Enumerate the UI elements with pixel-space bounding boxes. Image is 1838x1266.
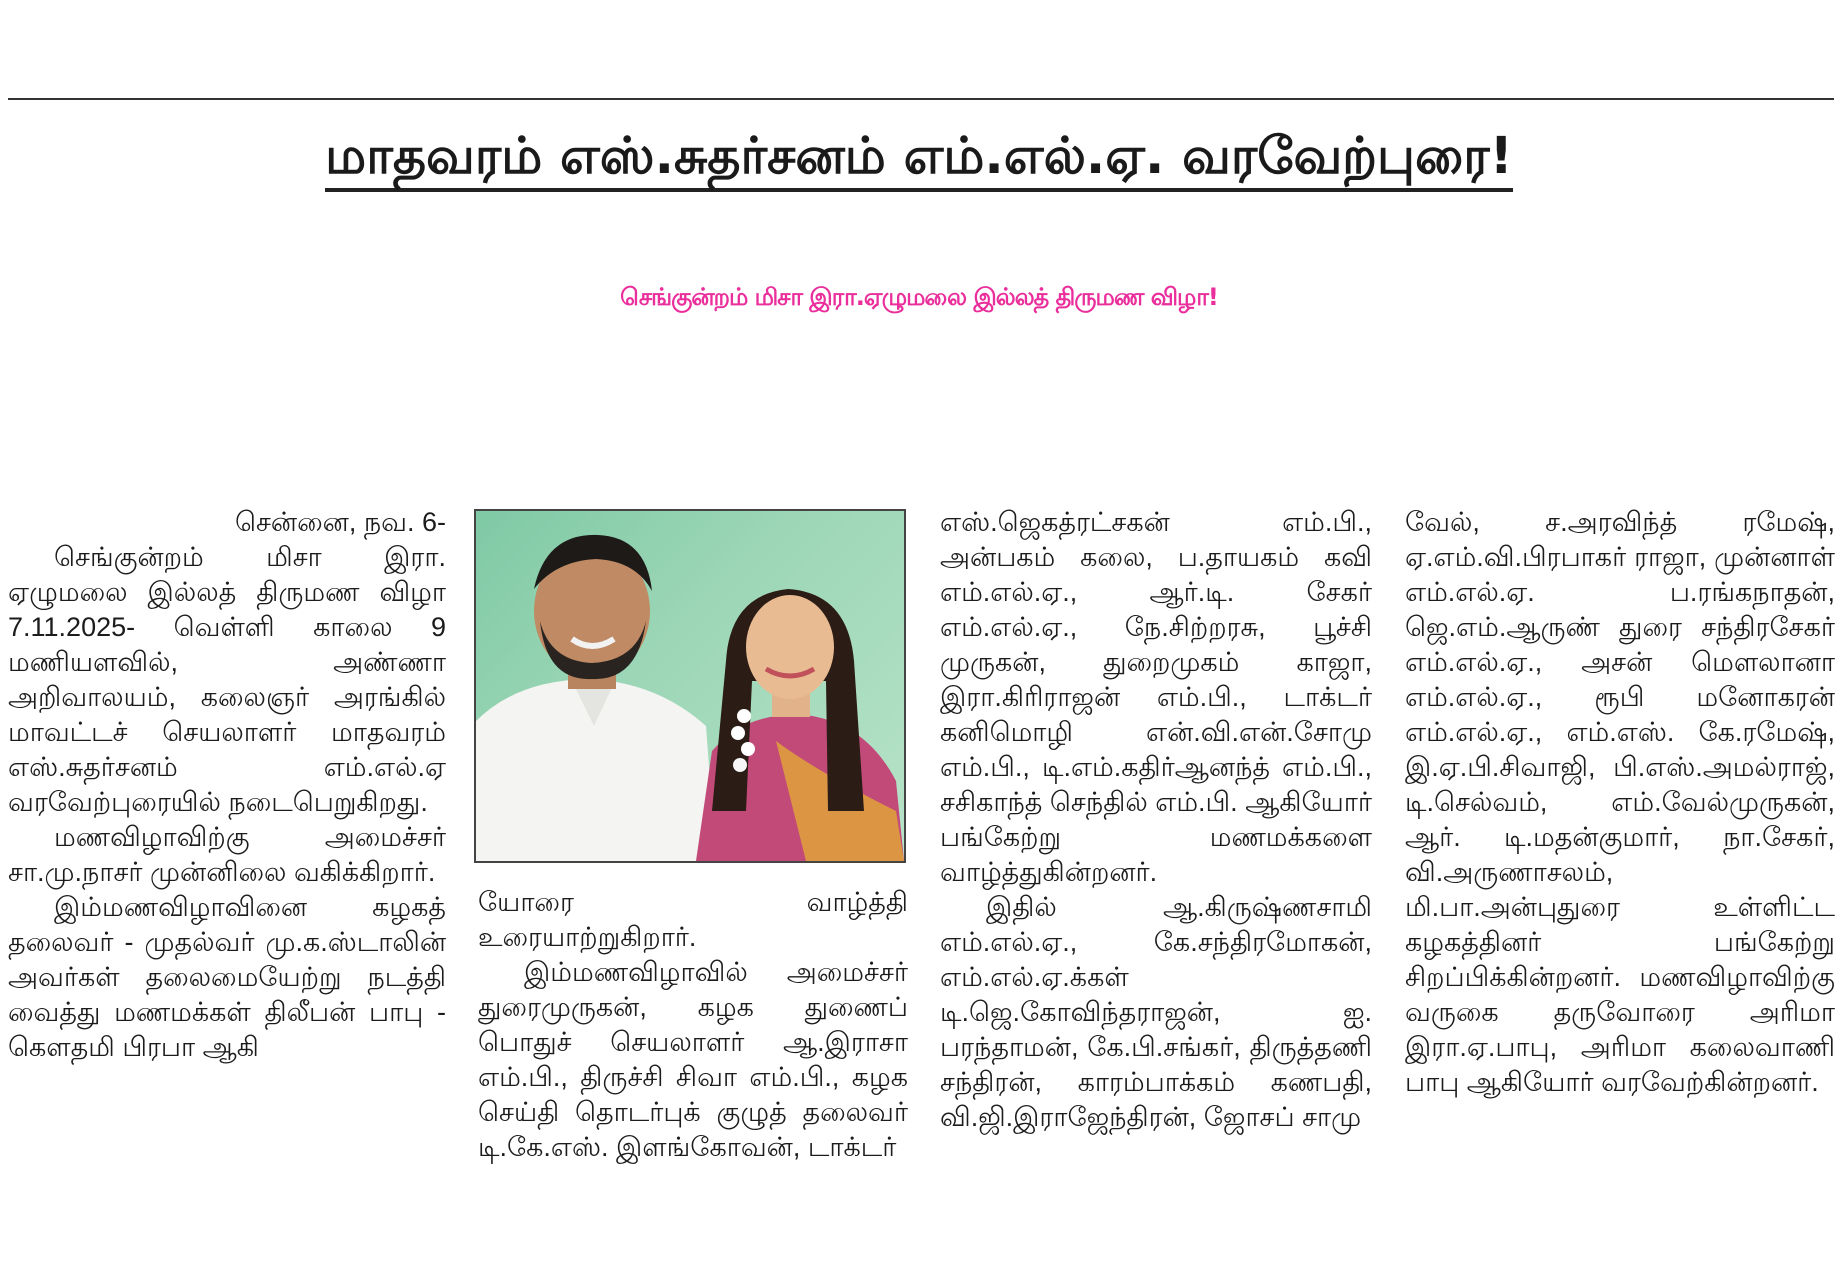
couple-photo-illustration [476,511,904,861]
article-column-3 [940,505,1372,1261]
article-column-2 [478,885,908,1261]
paragraph: எஸ்.ஜெகத்ரட்சகன் எம்.பி., அன்பகம் கலை, ப.தாயகம் கவி எம்.எல்.ஏ., ஆர்.டி. சேகர் எம்.எல்.ஏ., நே.சிற்றரசு, பூச்சி முருகன், துறைமுகம் காஜா, இரா.கிரிராஜன் எம்.பி., டாக்டர் கனிமொழி என்.வி.என்.சோமு எம்.பி., டி.எம்.கதிர்ஆனந்த் எம்.பி., சசிகாந்த் செந்தில் எம்.பி. ஆகியோர் பங்கேற்று மணமக்களை வாழ்த்துகின்றனர். [940,507,1372,887]
dateline: சென்னை, நவ. 6- [234,507,446,537]
article-column-4 [1405,505,1835,1261]
headline-main: செங்குன்றம் மிசா இரா.ஏழுமலை இல்லத் திருமண விழா! [620,283,1218,311]
couple-photo [474,509,906,863]
paragraph: செங்குன்றம் மிசா இரா. ஏழுமலை இல்லத் திருமண விழா 7.11.2025- வெள்ளி காலை 9 மணியளவில், அண்ணா அறிவாலயம், கலைஞர் அரங்கில் மாவட்டச் செயலாளர் மாதவரம் எஸ்.சுதர்சனம் எம்.எல்.ஏ வரவேற்புரையில் நடைபெறுகிறது. [8,542,446,817]
paragraph: யோரை வாழ்த்தி உரையாற்றுகிறார். [478,887,908,952]
headline-top [0,6,1838,92]
paragraph: மணவிழாவிற்கு அமைச்சர் சா.மு.நாசர் முன்னிலை வகிக்கிறார். [8,822,446,887]
headline-welcome [0,118,1838,196]
article-column-1 [8,505,446,1261]
headline-welcome-text: மாதவரம் எஸ்.சுதர்சனம் எம்.எல்.ஏ. வரவேற்புரை! [325,127,1513,192]
divider-rule [8,98,1834,100]
paragraph: வேல், ச.அரவிந்த் ரமேஷ், ஏ.எம்.வி.பிரபாகர் ராஜா, முன்னாள் எம்.எல்.ஏ. ப.ரங்கநாதன், ஜெ.எம்.ஆருண் துரை சந்திரசேகர் எம்.எல்.ஏ., அசன் மௌலானா எம்.எல்.ஏ., ரூபி மனோகரன் எம்.எல்.ஏ., எம்.எஸ். கே.ரமேஷ், இ.ஏ.பி.சிவாஜி, பி.எஸ்.அமல்ராஜ், டி.செல்வம், எம்.வேல்முருகன், ஆர். டி.மதன்குமார், நா.சேகர், வி.அருணாசலம், மி.பா.அன்புதுரை உள்ளிட்ட கழகத்தினர் பங்கேற்று சிறப்பிக்கின்றனர். மணவிழாவிற்கு வருகை தருவோரை அரிமா இரா.ஏ.பாபு, அரிமா கலைவாணி பாபு ஆகியோர் வரவேற்கின்றனர். [1405,507,1835,1097]
headline-sub [0,404,1838,494]
paragraph: இம்மணவிழாவினை கழகத் தலைவர் - முதல்வர் மு.க.ஸ்டாலின் அவர்கள் தலைமையேற்று நடத்தி வைத்து மணமக்கள் திலீபன் பாபு - கௌதமி பிரபா ஆகி [8,892,446,1062]
paragraph: இதில் ஆ.கிருஷ்ணசாமி எம்.எல்.ஏ., கே.சந்திரமோகன், எம்.எல்.ஏ.க்கள் டி.ஜெ.கோவிந்தராஜன், ஐ. பரந்தாமன், கே.பி.சங்கர், திருத்தணி சந்திரன், காரம்பாக்கம் கணபதி, வி.ஜி.இராஜேந்திரன், ஜோசப் சாமு [940,892,1372,1132]
paragraph: இம்மணவிழாவில் அமைச்சர் துரைமுருகன், கழக துணைப் பொதுச் செயலாளர் ஆ.இராசா எம்.பி., திருச்சி சிவா எம்.பி., கழக செய்தி தொடர்புக் குழுத் தலைவர் டி.கே.எஸ். இளங்கோவன், டாக்டர் [478,957,908,1162]
